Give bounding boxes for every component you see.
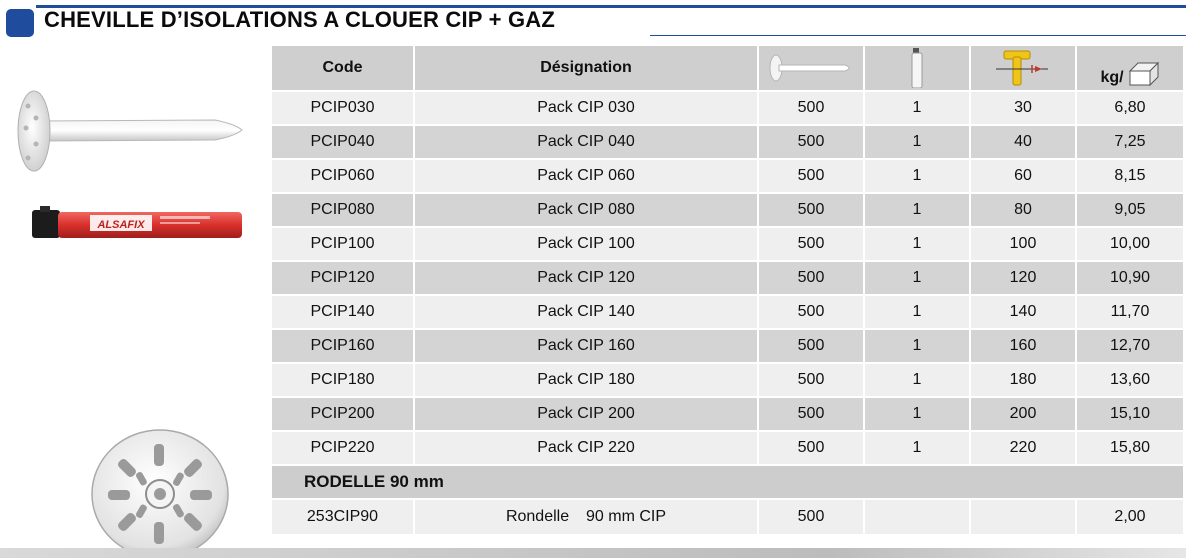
cell-quantity: 500 — [758, 499, 864, 535]
table-row — [272, 397, 1184, 431]
cell-designation: Pack CIP 030 — [414, 91, 758, 125]
cell-quantity: 500 — [758, 125, 864, 159]
length-icon — [994, 48, 1052, 88]
cell-quantity: 500 — [758, 329, 864, 363]
cell-length: 120 — [970, 261, 1076, 295]
header-designation: Désignation — [414, 46, 758, 91]
cell-gas: 1 — [864, 125, 970, 159]
cell-length: 220 — [970, 431, 1076, 465]
title-bar — [0, 0, 1186, 40]
cell-weight: 10,00 — [1076, 227, 1184, 261]
table-row — [272, 499, 1184, 535]
title-underline — [650, 35, 1186, 36]
header-gas — [864, 46, 970, 91]
product-table — [272, 46, 1185, 536]
section-label: RODELLE 90 mm — [272, 465, 1184, 499]
header-kg: kg/ — [1100, 69, 1124, 86]
table-row — [272, 363, 1184, 397]
cell-weight: 15,10 — [1076, 397, 1184, 431]
cell-length: 80 — [970, 193, 1076, 227]
cell-weight: 12,70 — [1076, 329, 1184, 363]
cell-weight: 15,80 — [1076, 431, 1184, 465]
cell-gas: 1 — [864, 329, 970, 363]
cell-gas: 1 — [864, 397, 970, 431]
table-header — [272, 46, 1184, 91]
cell-quantity: 500 — [758, 227, 864, 261]
cell-length: 140 — [970, 295, 1076, 329]
table-row — [272, 227, 1184, 261]
cell-designation: Pack CIP 220 — [414, 431, 758, 465]
header-code: Code — [272, 46, 414, 91]
cell-code: PCIP180 — [272, 363, 414, 397]
dowel-icon — [767, 53, 855, 83]
cell-code: PCIP140 — [272, 295, 414, 329]
cell-length: 180 — [970, 363, 1076, 397]
cell-length: 40 — [970, 125, 1076, 159]
cell-gas: 1 — [864, 193, 970, 227]
cell-code: PCIP100 — [272, 227, 414, 261]
washer-image — [88, 428, 248, 552]
table-row — [272, 193, 1184, 227]
cell-code: 253CIP90 — [272, 499, 414, 535]
cell-length: 200 — [970, 397, 1076, 431]
cell-designation: Pack CIP 120 — [414, 261, 758, 295]
page-title: CHEVILLE D’ISOLATIONS A CLOUER CIP + GAZ — [44, 7, 555, 32]
cell-gas: 1 — [864, 431, 970, 465]
header-weight — [1076, 46, 1184, 91]
cell-designation: Pack CIP 100 — [414, 227, 758, 261]
header-length — [970, 46, 1076, 91]
cell-length: 160 — [970, 329, 1076, 363]
cell-designation: Pack CIP 200 — [414, 397, 758, 431]
cartridge-brand: ALSAFIX — [97, 219, 145, 231]
table-row — [272, 431, 1184, 465]
cell-weight: 6,80 — [1076, 91, 1184, 125]
cell-weight: 9,05 — [1076, 193, 1184, 227]
cell-length — [970, 499, 1076, 535]
cell-code: PCIP080 — [272, 193, 414, 227]
table-row — [272, 261, 1184, 295]
cell-quantity: 500 — [758, 397, 864, 431]
cell-designation-a: Rondelle — [505, 508, 570, 525]
cell-designation: Pack CIP 140 — [414, 295, 758, 329]
cell-code: PCIP200 — [272, 397, 414, 431]
cell-designation — [414, 499, 758, 535]
cell-gas: 1 — [864, 261, 970, 295]
dowel-image — [10, 88, 250, 184]
cell-code: PCIP030 — [272, 91, 414, 125]
title-marker — [6, 9, 34, 37]
cell-quantity: 500 — [758, 431, 864, 465]
header-quantity — [758, 46, 864, 91]
cell-designation: Pack CIP 080 — [414, 193, 758, 227]
cell-gas: 1 — [864, 91, 970, 125]
cell-designation: Pack CIP 040 — [414, 125, 758, 159]
cell-code: PCIP040 — [272, 125, 414, 159]
cell-designation: Pack CIP 160 — [414, 329, 758, 363]
gas-cartridge-icon — [910, 48, 924, 88]
gas-cartridge-image — [30, 204, 245, 246]
table-row — [272, 159, 1184, 193]
cell-designation-b: 90 mm CIP — [586, 508, 667, 525]
cell-weight: 10,90 — [1076, 261, 1184, 295]
cell-weight: 11,70 — [1076, 295, 1184, 329]
cell-length: 100 — [970, 227, 1076, 261]
cell-gas — [864, 499, 970, 535]
cell-gas: 1 — [864, 227, 970, 261]
cell-weight: 8,15 — [1076, 159, 1184, 193]
cell-gas: 1 — [864, 363, 970, 397]
cell-weight: 2,00 — [1076, 499, 1184, 535]
cell-gas: 1 — [864, 159, 970, 193]
cell-quantity: 500 — [758, 193, 864, 227]
table-row — [272, 91, 1184, 125]
cell-designation: Pack CIP 060 — [414, 159, 758, 193]
cell-code: PCIP120 — [272, 261, 414, 295]
cell-gas: 1 — [864, 295, 970, 329]
cell-code: PCIP220 — [272, 431, 414, 465]
cell-quantity: 500 — [758, 91, 864, 125]
cell-weight: 7,25 — [1076, 125, 1184, 159]
footer-bar — [0, 548, 1186, 558]
cell-length: 60 — [970, 159, 1076, 193]
cell-length: 30 — [970, 91, 1076, 125]
cell-quantity: 500 — [758, 295, 864, 329]
box-icon — [1126, 59, 1160, 87]
cell-quantity: 500 — [758, 261, 864, 295]
table-row — [272, 329, 1184, 363]
table-row — [272, 295, 1184, 329]
cell-designation: Pack CIP 180 — [414, 363, 758, 397]
cell-quantity: 500 — [758, 363, 864, 397]
cell-code: PCIP160 — [272, 329, 414, 363]
section-row — [272, 465, 1184, 499]
cell-weight: 13,60 — [1076, 363, 1184, 397]
cell-quantity: 500 — [758, 159, 864, 193]
table-row — [272, 125, 1184, 159]
cell-code: PCIP060 — [272, 159, 414, 193]
